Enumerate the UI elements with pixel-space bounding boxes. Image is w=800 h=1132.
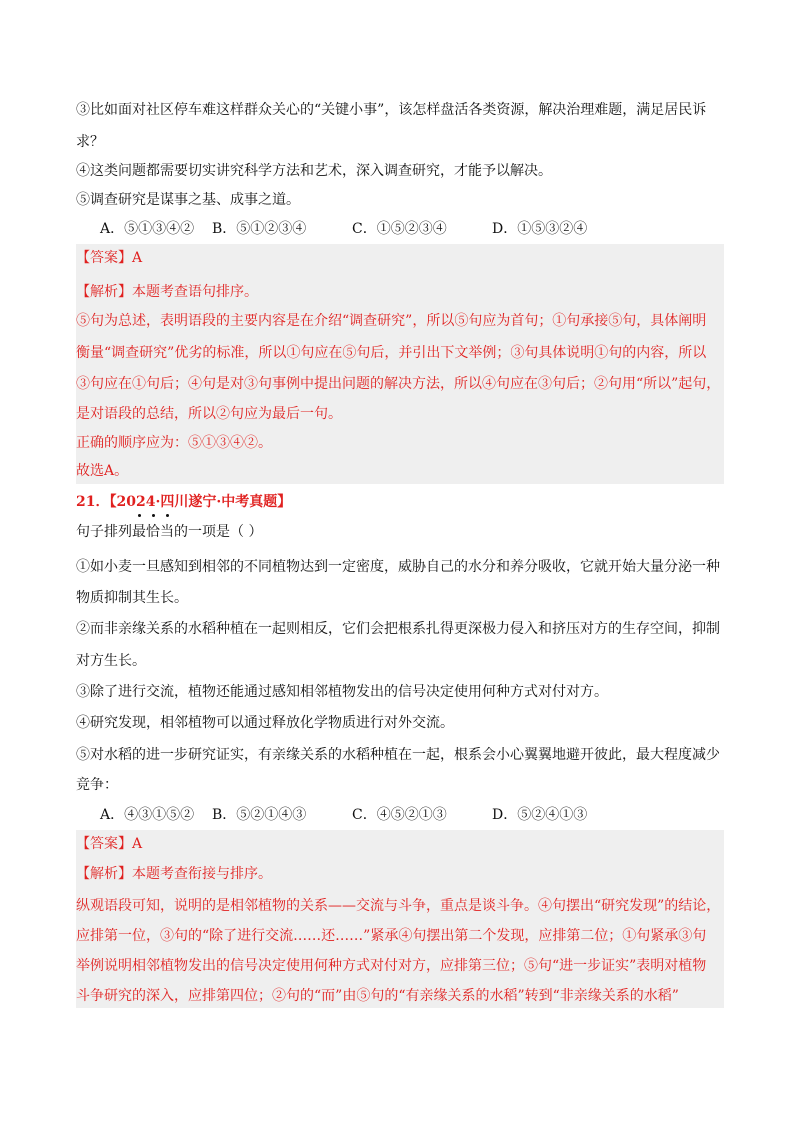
q21-option-a: A．④③①⑤②	[100, 807, 195, 823]
q21-sentence-2-line1: ②而非亲缘关系的水稻种植在一起则相反，它们会把根系扎得更深极力侵入和挤压对方的生存空间，抑制	[76, 621, 720, 637]
q21-option-c: C．④⑤②①③	[352, 807, 447, 823]
q21-options	[100, 799, 612, 831]
q20-analysis-line: ③句应在①句后；④句是对③句事例中提出问题的解决方法，所以④句应在③句后；②句用“所以”起句，	[76, 376, 721, 392]
q21-stem	[76, 516, 262, 548]
q20-analysis-line: 是对语段的总结，所以②句应为最后一句。	[76, 406, 342, 422]
q21-sentence-3: ③除了进行交流，植物还能通过感知相邻植物发出的信号决定使用何种方式对付对方。	[76, 684, 608, 700]
q21-stem-emphasis-char: 恰	[146, 516, 160, 548]
q21-analysis-line: 举例说明相邻植物发出的信号决定使用何种方式对付对方，应排第三位；⑤句“进一步证实”表明对植物	[76, 958, 707, 974]
q21-number: 21．	[76, 494, 110, 510]
q20-option-c: C．①⑤②③④	[352, 221, 447, 237]
q21-stem-after: 的一项是（ ）	[174, 524, 263, 540]
q21-stem-emphasis-char: 最	[132, 516, 146, 548]
q20-option-d: D．①⑤③②④	[492, 221, 588, 237]
q21-analysis-heading: 【解析】本题考查衔接与排序。	[76, 866, 272, 882]
q21-sentence-2-line2: 对方生长。	[76, 653, 146, 669]
q21-stem-emphasis-char: 当	[160, 516, 174, 548]
q20-analysis-line: 衡量“调查研究”优劣的标准，所以①句应在⑤句后，并引出下文举例；③句具体说明①句的内容，所以	[76, 345, 707, 361]
q20-analysis-line: ⑤句为总述，表明语段的主要内容是在介绍“调查研究”，所以⑤句应为首句；①句承接⑤句，具体阐明	[76, 313, 707, 329]
q20-option-b: B．⑤①②③④	[212, 221, 307, 237]
q21-sentence-1-line2: 物质抑制其生长。	[76, 590, 188, 606]
q20-analysis-heading: 【解析】本题考查语句排序。	[76, 284, 258, 300]
q20-sentence-3-line1: ③比如面对社区停车难这样群众关心的“关键小事”，该怎样盘活各类资源，解决治理难题，满足居民诉	[76, 102, 707, 118]
q20-option-a: A．⑤①③④②	[100, 221, 195, 237]
q20-analysis-line: 故选A。	[76, 463, 129, 479]
q20-sentence-5: ⑤调查研究是谋事之基、成事之道。	[76, 192, 300, 208]
q21-analysis-line: 斗争研究的深入，应排第四位；②句的“而”由⑤句的“有亲缘关系的水稻”转到“非亲缘关系的水稻”	[76, 988, 679, 1004]
q20-analysis-line: 正确的顺序应为：⑤①③④②。	[76, 435, 272, 451]
q20-options	[100, 213, 612, 245]
q21-analysis-line: 纵观语段可知，说明的是相邻植物的关系——交流与斗争，重点是谈斗争。④句摆出“研究发现”的结论，	[76, 898, 721, 914]
q20-sentence-3-line2: 求？	[76, 134, 104, 150]
q21-sentence-1-line1: ①如小麦一旦感知到相邻的不同植物达到一定密度，威胁自己的水分和养分吸收，它就开始大量分泌一种	[76, 559, 720, 575]
q21-option-b: B．⑤②①④③	[212, 807, 307, 823]
q21-stem-before: 句子排列	[76, 524, 132, 540]
q21-heading	[76, 486, 291, 518]
q21-option-d: D．⑤②④①③	[492, 807, 588, 823]
q21-source: 【2024·四川遂宁·中考真题】	[109, 494, 292, 510]
q21-analysis-line: 应排第一位，③句的“除了进行交流……还……”紧承④句摆出第二个发现，应排第二位；①句紧承③句	[76, 928, 707, 944]
q20-sentence-4: ④这类问题都需要切实讲究科学方法和艺术，深入调查研究，才能予以解决。	[76, 163, 552, 179]
q20-answer: 【答案】A	[76, 250, 143, 266]
q21-sentence-5-line1: ⑤对水稻的进一步研究证实，有亲缘关系的水稻种植在一起，根系会小心翼翼地避开彼此，最大程度减少	[76, 747, 720, 763]
q21-sentence-5-line2: 竞争：	[76, 777, 118, 793]
q21-sentence-4: ④研究发现，相邻植物可以通过释放化学物质进行对外交流。	[76, 715, 454, 731]
q21-answer: 【答案】A	[76, 836, 143, 852]
